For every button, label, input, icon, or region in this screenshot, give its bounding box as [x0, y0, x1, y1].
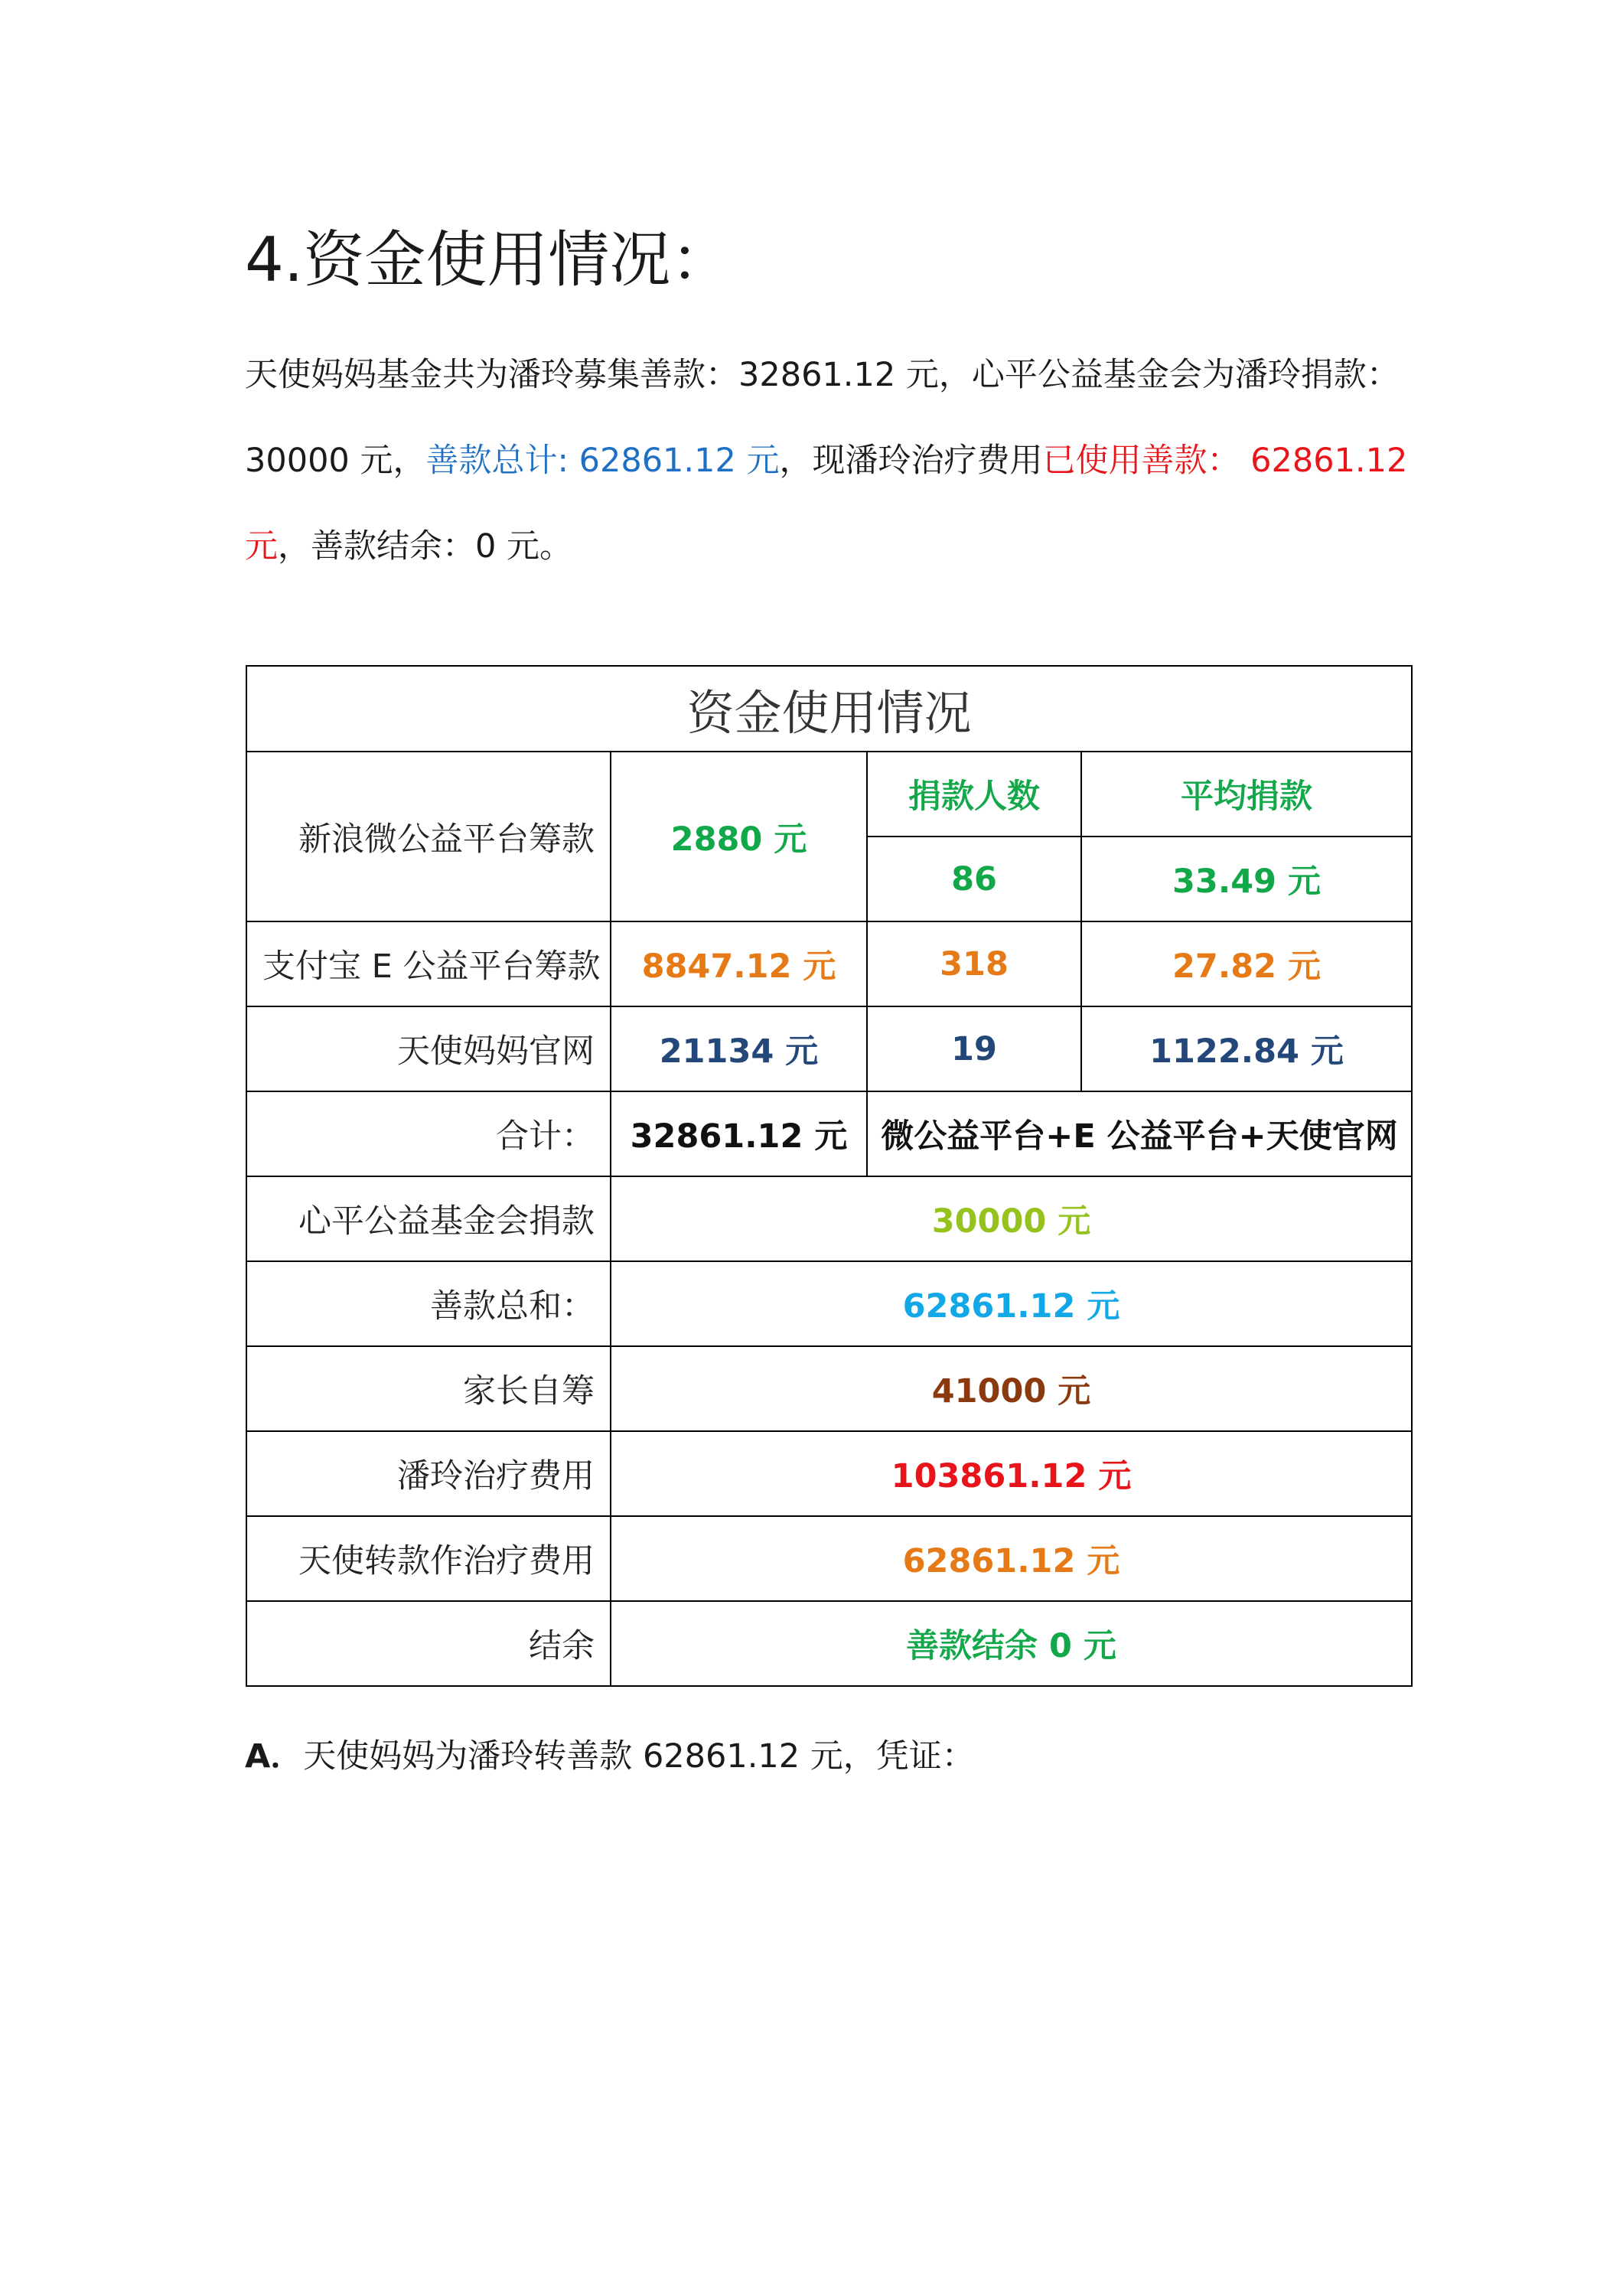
- alipay-amount: 8847.12 元: [611, 921, 867, 1006]
- total-label: 善款总和：: [246, 1261, 611, 1346]
- alipay-label: 支付宝 E 公益平台筹款: [246, 921, 611, 1006]
- sina-label: 新浪微公益平台筹款: [246, 752, 611, 921]
- total-highlight: 善款总计: 62861.12 元: [425, 442, 780, 480]
- table-row-total: [246, 1261, 1412, 1346]
- parents-amount: 41000 元: [611, 1346, 1412, 1431]
- table-row-official: [246, 1006, 1412, 1091]
- official-avg: 1122.84 元: [1081, 1006, 1412, 1091]
- treatment-amount: 103861.12 元: [611, 1431, 1412, 1516]
- sina-amount: 2880 元: [611, 752, 867, 921]
- subtotal-label: 合计：: [246, 1091, 611, 1176]
- subtotal-note: 微公益平台+E 公益平台+天使官网: [867, 1091, 1412, 1176]
- table-row-xinping: [246, 1176, 1412, 1261]
- xinping-amount: 30000 元: [611, 1176, 1412, 1261]
- total-amount: 62861.12 元: [611, 1261, 1412, 1346]
- table-title-row: [246, 666, 1412, 752]
- table-title: 资金使用情况: [246, 666, 1412, 752]
- table-row-subtotal: [246, 1091, 1412, 1176]
- footnote: [245, 1733, 975, 1779]
- balance-amount: 善款结余 0 元: [611, 1601, 1412, 1686]
- xinping-label: 心平公益基金会捐款: [246, 1176, 611, 1261]
- alipay-avg: 27.82 元: [1081, 921, 1412, 1006]
- table-row-treatment: [246, 1431, 1412, 1516]
- summary-part1: 天使妈妈基金共为潘玲募集善款：32861.12 元，心平公益基金会为潘玲捐款：30000 元，: [245, 356, 1400, 480]
- subtotal-amount: 32861.12 元: [611, 1091, 867, 1176]
- table-row-parents: [246, 1346, 1412, 1431]
- header-avg: 平均捐款: [1081, 752, 1412, 837]
- summary-paragraph: [245, 332, 1408, 589]
- treatment-label: 潘玲治疗费用: [246, 1431, 611, 1516]
- footnote-prefix: A．: [245, 1737, 304, 1776]
- sina-donors: 86: [867, 837, 1081, 921]
- used-highlight: 已使用善款： 62861.12 元: [245, 442, 1408, 566]
- footnote-text: 天使妈妈为潘玲转善款 62861.12 元，凭证：: [303, 1737, 975, 1776]
- table-row-transfer: [246, 1516, 1412, 1601]
- transfer-amount: 62861.12 元: [611, 1516, 1412, 1601]
- parents-label: 家长自筹: [246, 1346, 611, 1431]
- header-donors: 捐款人数: [867, 752, 1081, 837]
- alipay-donors: 318: [867, 921, 1081, 1006]
- summary-part3: ，善款结余：0 元。: [278, 527, 573, 566]
- funds-table: [246, 665, 1413, 1687]
- sina-avg: 33.49 元: [1081, 837, 1412, 921]
- summary-part2: ，现潘玲治疗费用: [779, 442, 1043, 480]
- table-row-balance: [246, 1601, 1412, 1686]
- section-heading: 4.资金使用情况：: [245, 224, 732, 295]
- official-amount: 21134 元: [611, 1006, 867, 1091]
- table-row-sina: [246, 752, 1412, 837]
- transfer-label: 天使转款作治疗费用: [246, 1516, 611, 1601]
- official-donors: 19: [867, 1006, 1081, 1091]
- balance-label: 结余: [246, 1601, 611, 1686]
- official-label: 天使妈妈官网: [246, 1006, 611, 1091]
- table-row-alipay: [246, 921, 1412, 1006]
